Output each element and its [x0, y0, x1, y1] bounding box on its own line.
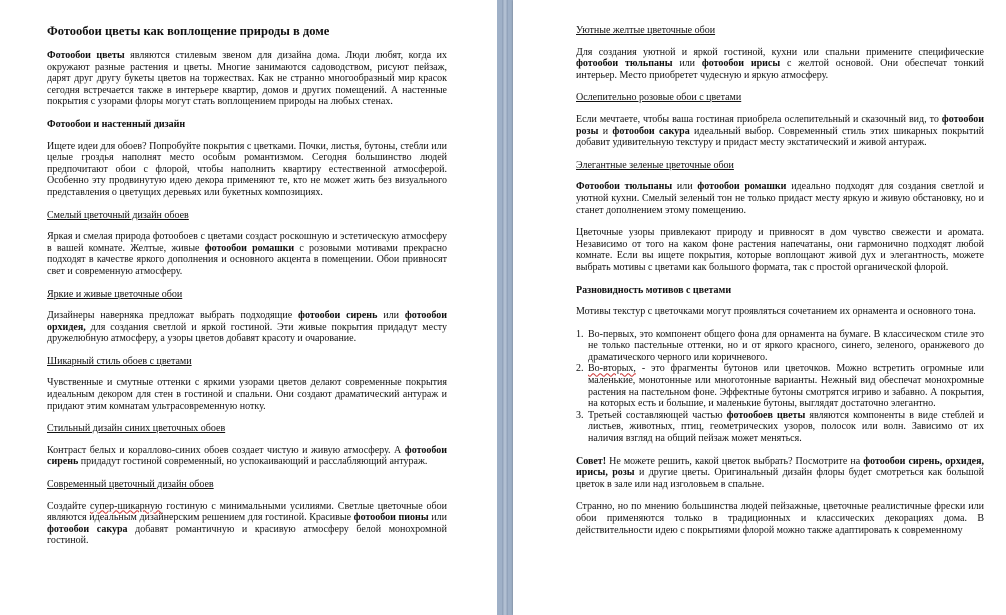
right-sections [576, 25, 984, 216]
bold-term: фотообои сирень [298, 310, 378, 322]
text-run: Для создания уютной и яркой гостиной, кухни или спальни примените специфические [576, 46, 984, 58]
text-run: или [377, 310, 405, 322]
paragraph-last[interactable]: Странно, но по мнению большинства людей пейзажные, цветочные реалистичные фрески или обои применяются только в традиционных и классических декорациях дома. В действительности идею с покрытиями флорой можно также адаптировать к современному [576, 501, 984, 536]
text-run: Создайте [47, 500, 91, 512]
bold-term: Совет! [576, 455, 607, 467]
section-paragraph[interactable] [47, 141, 447, 199]
bold-term: фотообои тюльпаны [576, 58, 673, 70]
misspelled-word: супер-шикарную [90, 500, 163, 512]
text-run: являются компоненты в виде стеблей и листьев, животных, птиц, геометрических узоров, полосок или волн. Зависимо от их наличия взгляд на общий пейзаж может меняться. [588, 409, 984, 445]
bold-term: фотообои сирень [47, 444, 447, 468]
text-run: добавят романтичную и красивую атмосферу белой монохромной гостиной. [47, 523, 447, 547]
section-paragraph[interactable] [576, 114, 984, 149]
bold-term: фотообои сирень, орхидея, ирисы, розы [576, 455, 984, 479]
text-run: и другие цветы. Оригинальный дизайн флоры будет смотреться как большой цветок в зале или над изголовьем в спальне. [576, 467, 984, 490]
text-run: Контраст белых и кораллово-синих обоев создает чистую и живую атмосферу. А [47, 444, 405, 456]
document-page-left [0, 0, 497, 615]
text-run: Ищете идеи для обоев? Попробуйте покрытия с цветками. Почки, листья, бутоны, стебли или целые гроздья наполнят место особым романтизмом. Сегодня большинство людей предпочитают обои с флорой, чтобы наполнить квартиру естественной атмосферой. Особенно эту продвинутую идею декора применяют те, кто не может жить без визуального представления о цветущих деревьях или букетных композициях. [47, 140, 447, 198]
bold-term: фотообои розы [576, 113, 984, 137]
section-heading[interactable]: Фотообои и настенный дизайн [47, 118, 186, 130]
list-item[interactable] [576, 410, 984, 445]
page-gutter [497, 0, 513, 615]
bold-term: Фотообои тюльпаны [576, 181, 673, 193]
text-run: Яркая и смелая природа фотообоев с цветами создаст роскошную и эстетическую атмосферу в вашей комнате. Желтые, живые [47, 231, 447, 254]
text-run: или [672, 58, 702, 70]
text-run: Третьей составляющей частью [588, 409, 727, 421]
list-number: 2. [576, 363, 584, 375]
section-heading[interactable]: Смелый цветочный дизайн обоев [47, 209, 189, 221]
text-run: Не можете решить, какой цветок выбрать? Посмотрите на [606, 455, 864, 467]
page-right-content [576, 25, 984, 547]
list-text [588, 410, 984, 445]
text-run: являются стилевым звеном для дизайна дома. Люди любят, когда их окружают разные растения и цветы. Многие занимаются садоводством, рисуют пейзаж, дарят друг другу букеты цветов на торжествах. Как не странно многообразный мир красок сегодня встречается также в интерьере квартир, домов и других помещений. А настенные покрытия с узорами флоры могут стать воплощением природы на любых стенах. [47, 50, 447, 108]
text-run: и [598, 125, 613, 137]
bold-term: фотообои сакура [612, 125, 690, 137]
section-heading[interactable]: Шикарный стиль обоев с цветами [47, 355, 192, 367]
section-heading[interactable]: Современный цветочный дизайн обоев [47, 479, 214, 491]
section-heading[interactable]: Уютные желтые цветочные обои [576, 25, 716, 36]
text-run: с розовыми мотивами прекрасно подходят в качестве яркого дополнения и основного акцента в помещении. Обои привносят свет и современную атмосферу. [47, 242, 447, 277]
section-paragraph[interactable] [47, 445, 447, 468]
list-number: 1. [576, 328, 584, 340]
section-heading[interactable]: Стильный дизайн синих цветочных обоев [47, 423, 226, 435]
text-run: Дизайнеры наверняка предложат выбрать подходящие [47, 310, 299, 322]
section-paragraph[interactable] [47, 377, 447, 412]
document-title[interactable]: Фотообои цветы как воплощение природы в доме [47, 24, 330, 38]
text-run: Во-первых, это компонент общего фона для орнамента на бумаге. В классическом стиле это не только пастельные оттенки, но и от яркого красного, синего, зеленого, оранжевого до драматического черного или коричневого. [588, 328, 984, 363]
text-run: для создания светлой и яркой гостиной. Эти живые покрытия придадут месту дружелюбную атмосферу, а узоры цветов добавят красоту и очарование. [47, 321, 447, 345]
tip-paragraph[interactable] [576, 456, 984, 491]
page-left-content [47, 24, 447, 558]
text-run: Чувственные и смутные оттенки с яркими узорами цветов делают современные покрытия идеальным декором для стен в гостиной и спальни. Они создают драматический антураж и придают этим комнатам ультрасовременную нотку. [47, 377, 447, 412]
text-run: идеально подходят для создания светлой и уютной кухни. Смелый зеленый тон не только придаст месту яркую и живую обстановку, но и станет дополнением этому помещению. [576, 181, 985, 216]
left-sections [47, 119, 447, 547]
bold-term: фотообои ирисы [701, 58, 781, 70]
bold-term: фотообои ромашки [697, 181, 787, 193]
text-run: придадут гостиной современный, но успокаивающий и расслабляющий антураж. [78, 456, 428, 468]
text-run: с желтой основой. Они обеспечат тонкий интерьер. Место приобретет чудесную и яркую атмосферу. [576, 58, 984, 81]
document-page-right [513, 0, 1006, 615]
text-run: идеальный выбор. Современный стиль этих шикарных покрытий добавит удивительную текстуру и придаст месту экстатический и живой антураж. [576, 125, 984, 149]
list-item[interactable] [576, 329, 984, 364]
text-run: или [428, 512, 447, 524]
intro-paragraph[interactable] [47, 50, 447, 108]
list-text [588, 363, 984, 409]
section-heading[interactable]: Элегантные зеленые цветочные обои [576, 159, 734, 171]
list-text [588, 329, 984, 364]
section-paragraph[interactable] [47, 231, 447, 277]
bold-term: фотообои орхидея, [47, 310, 448, 333]
section-paragraph[interactable] [47, 310, 447, 345]
list-item[interactable] [576, 363, 984, 409]
list-number: 3. [576, 409, 584, 421]
heading-variety[interactable]: Разновидность мотивов с цветами [576, 284, 732, 296]
bold-term: Фотообои цветы [47, 50, 125, 61]
bold-term: фотообоев цветы [726, 409, 806, 421]
text-run: или [672, 181, 698, 193]
paragraph-variety-intro[interactable]: Мотивы текстур с цветочками могут проявляться сочетанием их орнамента и основного тона. [576, 306, 976, 318]
misspelled-word: Во-вторых, [588, 363, 636, 375]
bold-term: фотообои пионы [353, 512, 429, 524]
section-heading[interactable]: Ослепительно розовые обои с цветами [576, 92, 742, 104]
section-paragraph[interactable] [47, 501, 447, 547]
bold-term: фотообои ромашки [204, 242, 295, 254]
paragraph-floral-patterns[interactable]: Цветочные узоры привлекают природу и привносят в дом чувство свежести и аромата. Независимо от того на каком фоне растения напечатаны, они гармонично подходят любой комнате. Если вы ищете покрытия, которые воплощают живой дух и элегантность, можете выбрать мотивы с цветами как большого формата, так с простой органической флорой. [576, 227, 984, 273]
section-paragraph[interactable] [576, 47, 984, 82]
text-run: Если мечтаете, чтобы ваша гостиная приобрела ослепительный и сказочный вид, то [576, 113, 942, 125]
text-run: - это фрагменты бутонов или цветочков. Можно встретить огромные или маленькие, монотонные или многотонные варианты. Нежный вид обеспечат монохромные растения на пастельном фоне. Эффектные бутоны смотрятся игриво и забавно. А покрытия, на которых есть и большие, и маленькие бутоны, выглядят достаточно элегантно. [588, 363, 984, 410]
bold-term: фотообои сакура [47, 523, 128, 535]
text-run: гостиную с минимальными усилиями. Светлые цветочные обои являются идеальным дизайнерским решением для гостиной. Красивые [47, 500, 447, 524]
section-heading[interactable]: Яркие и живые цветочные обои [47, 288, 183, 300]
section-paragraph[interactable] [576, 181, 984, 216]
variety-list [576, 329, 984, 445]
